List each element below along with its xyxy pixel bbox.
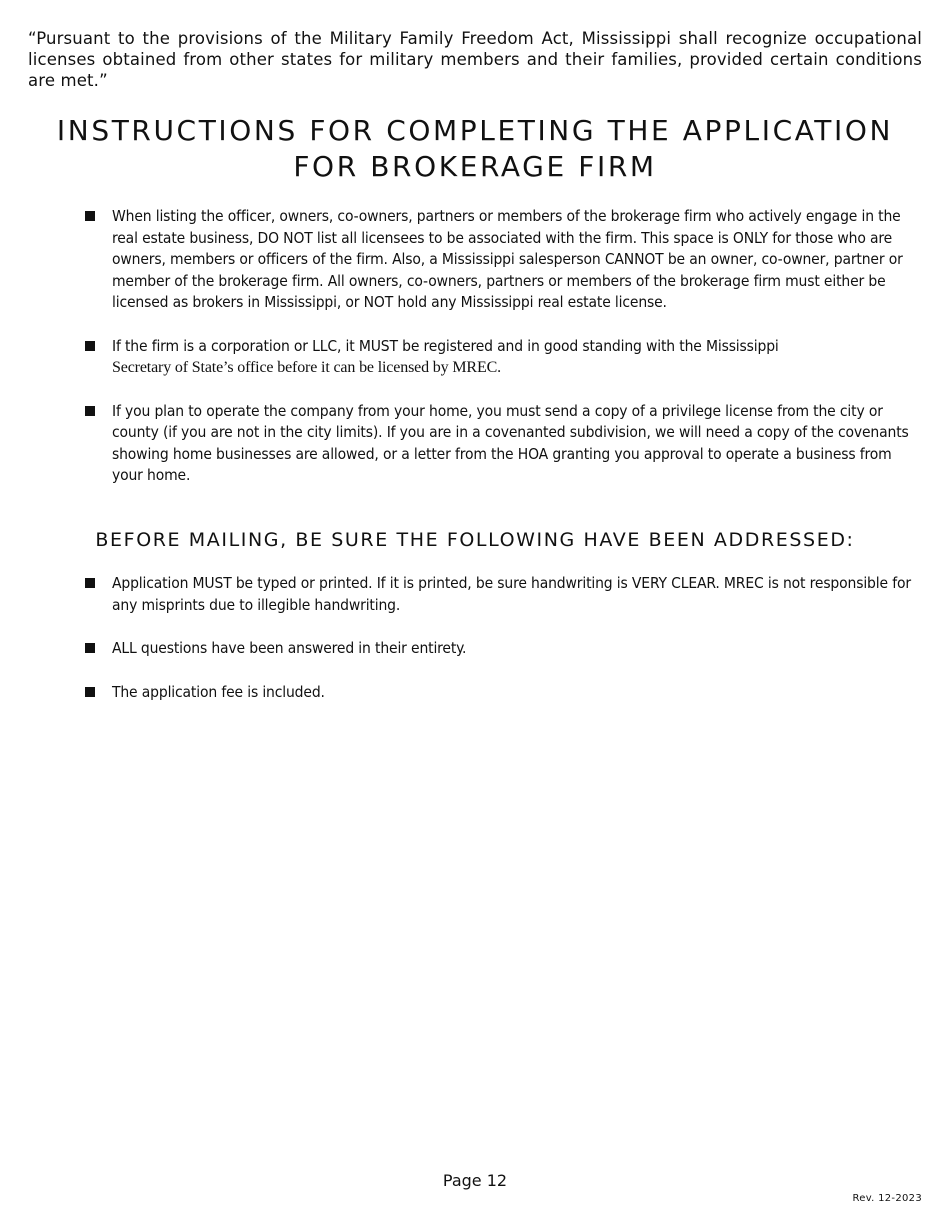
square-bullet-icon [85, 406, 95, 416]
page-title-line-1: INSTRUCTIONS FOR COMPLETING THE APPLICATION [56, 114, 894, 147]
page-number: Page 12 [442, 1171, 508, 1190]
page-title [28, 113, 922, 185]
square-bullet-icon [85, 687, 95, 697]
instruction-item-registration [84, 336, 924, 379]
square-bullet-icon [85, 341, 95, 351]
square-bullet-icon [85, 578, 95, 588]
checklist-item-questions [84, 638, 924, 660]
instructions-list [84, 206, 924, 487]
instruction-text: If you plan to operate the company from your home, you must send a copy of a privilege license from the city or county (if you are not in the city limits). If you are in a covenanted subdivision, we will need a copy of the covenants showing home businesses are allowed, or a letter from the HOA granting you approval to operate a business from your home. [112, 401, 909, 484]
instruction-text [112, 336, 924, 379]
instruction-item-officers [84, 206, 924, 314]
checklist-text: The application fee is included. [112, 682, 325, 701]
square-bullet-icon [85, 643, 95, 653]
page-title-line-2: FOR BROKERAGE FIRM [293, 150, 657, 183]
square-bullet-icon [85, 211, 95, 221]
checklist-text: ALL questions have been answered in their entirety. [112, 639, 467, 657]
checklist-item-typed [84, 573, 924, 616]
instruction-text-line-2: Secretary of State’s office before it can be licensed by MREC. [112, 359, 501, 376]
checklist-heading: BEFORE MAILING, BE SURE THE FOLLOWING HAVE BEEN ADDRESSED: [95, 529, 855, 551]
checklist-text: Application MUST be typed or printed. If it is printed, be sure handwriting is VERY CLEAR. MREC is not responsible for any misprints due to illegible handwriting. [112, 574, 911, 614]
military-act-statement: “Pursuant to the provisions of the Military Family Freedom Act, Mississippi shall recognize occupational licenses obtained from other states for military members and their families, provided certain conditions are met.” [28, 29, 922, 90]
instruction-text: When listing the officer, owners, co-owners, partners or members of the brokerage firm who actively engage in the real estate business, DO NOT list all licensees to be associated with the firm. This space is ONLY for those who are owners, members or officers of the firm. Also, a Mississippi salesperson CANNOT be an owner, co-owner, partner or member of the brokerage firm. All owners, co-owners, partners or members of the brokerage firm must either be licensed as brokers in Mississippi, or NOT hold any Mississippi real estate license. [112, 207, 903, 311]
revision-date: Rev. 12-2023 [852, 1193, 922, 1204]
mailing-checklist [84, 573, 924, 703]
instruction-text-line-1: If the firm is a corporation or LLC, it MUST be registered and in good standing with the Mississippi [112, 336, 779, 355]
checklist-item-fee [84, 682, 924, 704]
instruction-item-home-business [84, 401, 924, 487]
